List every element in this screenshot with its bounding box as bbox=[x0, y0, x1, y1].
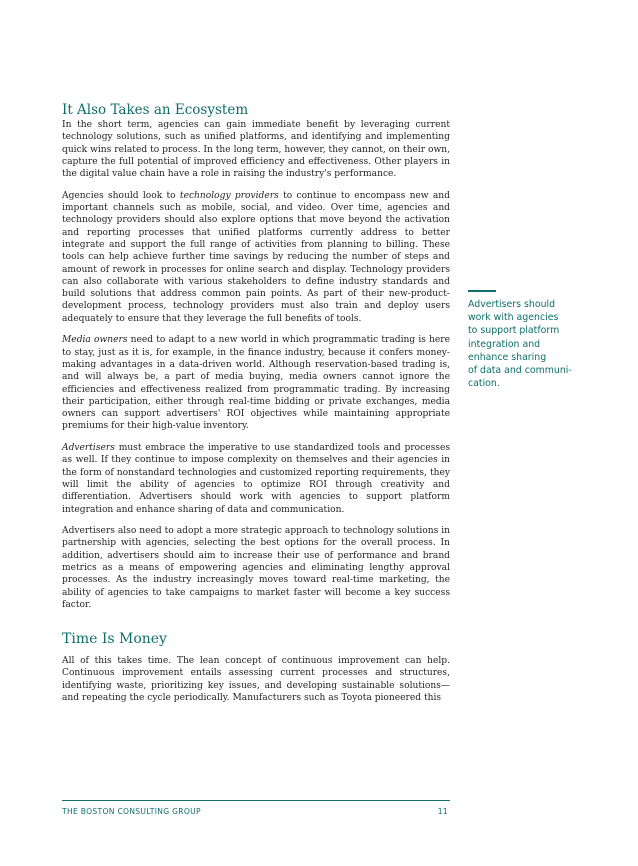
section-heading-time-is-money: Time Is Money bbox=[62, 631, 167, 648]
callout-text: Advertisers should work with agencies to support platform integration and enhance sharing of data and communi- cation. bbox=[468, 299, 572, 390]
emphasis-media-owners: Media owners bbox=[62, 335, 128, 346]
emphasis-technology-providers: technology providers bbox=[179, 190, 279, 201]
emphasis-advertisers: Advertisers bbox=[62, 443, 115, 454]
paragraph-technology-providers bbox=[62, 190, 450, 325]
paragraph-advertisers bbox=[62, 442, 450, 516]
paragraph-lead: Agencies should look to bbox=[62, 190, 180, 201]
main-column bbox=[62, 95, 450, 714]
paragraph-short-term: In the short term, agencies can gain immediate benefit by leveraging current technology solutions, such as unified platforms, and identifying and implementing quick wins related to process. In the long term, however, they cannot, on their own, capture the full potential of improved efficiency and effectiveness. Other players in the digital value chain have a role in raising the industry's performance. bbox=[62, 120, 450, 180]
paragraph-continuous-improvement: All of this takes time. The lean concept of continuous improvement can help. Continuous improvement entails assessing current processes and structures, identifying waste, prioritizing key issues, and developing sustainable solutions—and repeating the cycle periodically. Manufacturers such as Toyota pioneered this bbox=[62, 656, 450, 704]
paragraph-strategic-approach: Advertisers also need to adopt a more strategic approach to technology solutions in partnership with agencies, selecting the best options for the overall process. In addition, advertisers should aim to increase their use of performance and brand metrics as a means of empowering agencies and eliminating lengthy approval processes. As the industry increasingly moves toward real-time marketing, the ability of agencies to take campaigns to market faster will become a key success factor. bbox=[62, 526, 450, 610]
callout-rule bbox=[468, 290, 496, 292]
paragraph-body: need to adapt to a new world in which programmatic trading is here to stay, just as it is, for example, in the finance industry, because it confers money-making advantages in a data-driven world. Although reservation-based trading is, and will always be, a part of media buying, media owners cannot ignore the efficiencies and effectiveness realized from programmatic trading. By increasing their participation, either through real-time bidding or private exchanges, media owners can support advertisers' ROI objectives while maintaining appropriate premiums for their high-value inventory. bbox=[62, 335, 450, 432]
paragraph-media-owners bbox=[62, 334, 450, 432]
page-footer bbox=[62, 800, 450, 816]
section-heading-ecosystem: It Also Takes an Ecosystem bbox=[62, 102, 249, 118]
paragraph-body: to continue to encompass new and important channels such as mobile, social, and video. Over time, agencies and technology providers should also explore options that move beyond the activation and reporting processes that unified platforms currently address to better integrate and support the full range of activities from planning to billing. These tools can help achieve further time savings by reducing the number of steps and amount of rework in processes for online search and display. Technology providers can also collaborate with various stakeholders to define industry standards and build solutions that address common pain points. As part of their new-product-development process, technology providers must also train and deploy users adequately to ensure that they leverage the full benefits of tools. bbox=[62, 190, 450, 324]
sidebar-callout bbox=[468, 290, 590, 390]
page-number: 11 bbox=[437, 807, 448, 816]
footer-org: THE BOSTON CONSULTING GROUP bbox=[62, 807, 201, 816]
paragraph-body: must embrace the imperative to use standardized tools and processes as well. If they continue to impose complexity on themselves and their agencies in the form of nonstandard technologies and customized reporting requirements, they will limit the ability of agencies to optimize ROI through creativity and differentiation. Advertisers should work with agencies to support platform integration and enhance sharing of data and communication. bbox=[62, 443, 450, 515]
